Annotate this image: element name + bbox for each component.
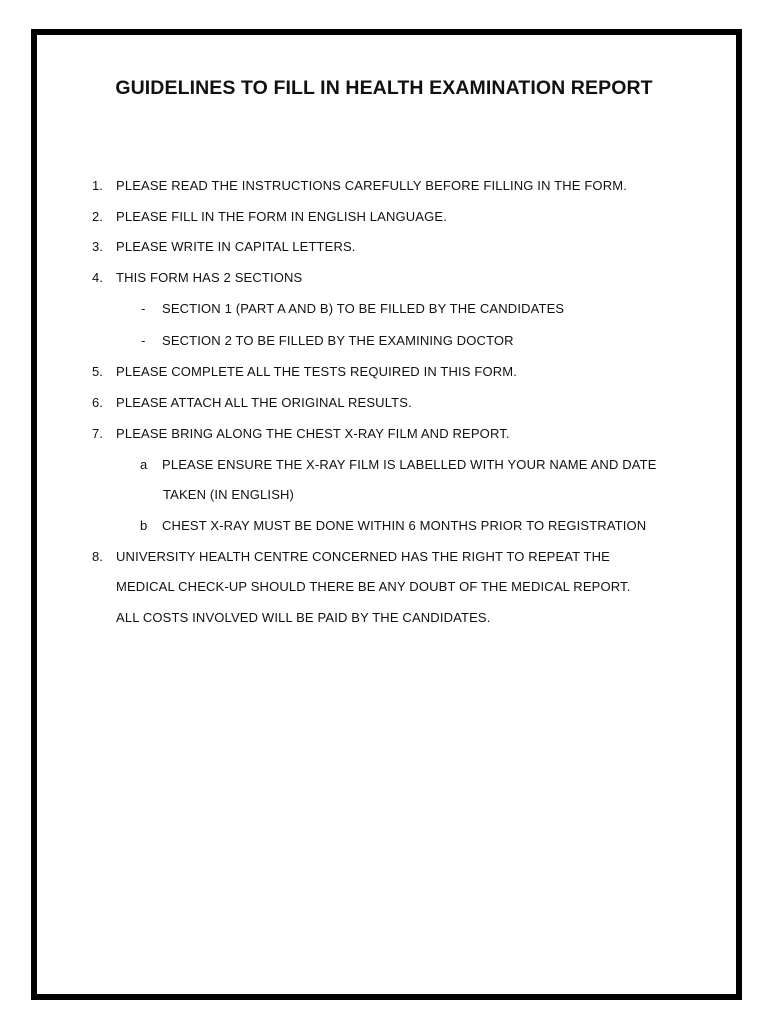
item-4-sub-2-text: SECTION 2 TO BE FILLED BY THE EXAMINING DOCTOR (162, 333, 514, 348)
item-7a-text: PLEASE ENSURE THE X-RAY FILM IS LABELLED WITH YOUR NAME AND DATE (162, 457, 657, 472)
item-4-text: THIS FORM HAS 2 SECTIONS (116, 270, 303, 285)
item-3-text: PLEASE WRITE IN CAPITAL LETTERS. (116, 239, 356, 254)
item-4-number: 4. (92, 270, 103, 285)
item-5-number: 5. (92, 364, 103, 379)
item-7b-text: CHEST X-RAY MUST BE DONE WITHIN 6 MONTHS PRIOR TO REGISTRATION (162, 518, 647, 533)
item-1-text: PLEASE READ THE INSTRUCTIONS CAREFULLY BEFORE FILLING IN THE FORM. (116, 178, 627, 193)
item-8-number: 8. (92, 549, 103, 564)
item-8-text: UNIVERSITY HEALTH CENTRE CONCERNED HAS THE RIGHT TO REPEAT THE (116, 549, 611, 564)
page-border (31, 29, 742, 1000)
document-title: GUIDELINES TO FILL IN HEALTH EXAMINATION REPORT (115, 77, 653, 99)
item-7-number: 7. (92, 426, 103, 441)
item-7b-letter: b (140, 518, 148, 533)
item-3-number: 3. (92, 239, 103, 254)
item-4-sub-1-dash: - (141, 301, 146, 316)
item-7-text: PLEASE BRING ALONG THE CHEST X-RAY FILM AND REPORT. (116, 426, 510, 441)
item-4-sub-2-dash: - (141, 333, 146, 348)
item-6-number: 6. (92, 395, 103, 410)
item-2-number: 2. (92, 209, 103, 224)
item-1-number: 1. (92, 178, 103, 193)
item-7a-text-continued: TAKEN (IN ENGLISH) (163, 487, 295, 502)
item-5-text: PLEASE COMPLETE ALL THE TESTS REQUIRED IN THIS FORM. (116, 364, 518, 379)
item-6-text: PLEASE ATTACH ALL THE ORIGINAL RESULTS. (116, 395, 412, 410)
item-7a-letter: a (140, 457, 148, 472)
item-2-text: PLEASE FILL IN THE FORM IN ENGLISH LANGUAGE. (116, 209, 447, 224)
item-8-text-continued: MEDICAL CHECK-UP SHOULD THERE BE ANY DOUBT OF THE MEDICAL REPORT. (116, 579, 631, 594)
item-4-sub-1-text: SECTION 1 (PART A AND B) TO BE FILLED BY THE CANDIDATES (162, 301, 565, 316)
item-8-text-continued-2: ALL COSTS INVOLVED WILL BE PAID BY THE CANDIDATES. (116, 610, 491, 625)
